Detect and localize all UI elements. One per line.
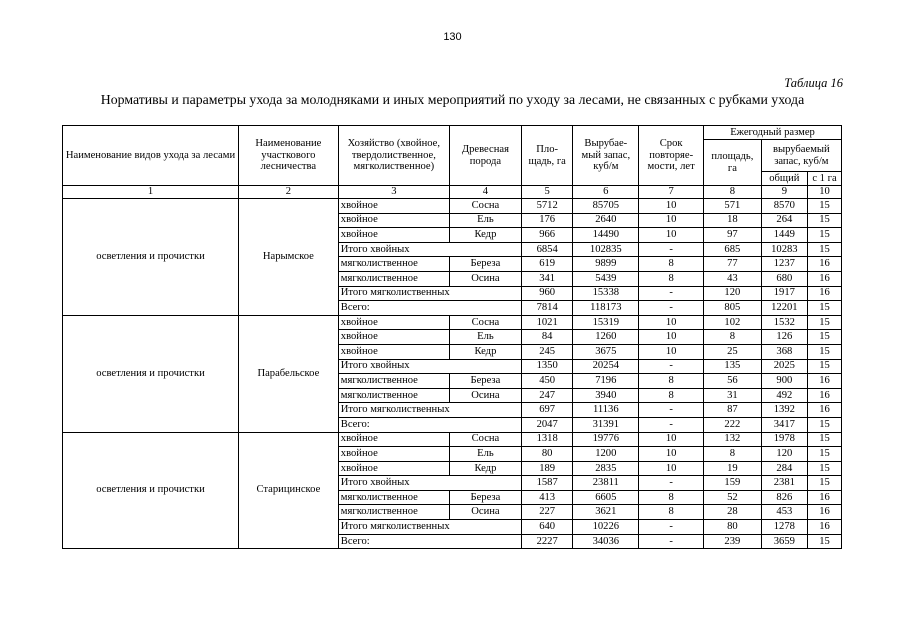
species-cell: Береза — [449, 490, 521, 505]
period-cell: - — [639, 359, 704, 374]
stock-cell: 11136 — [573, 403, 639, 418]
area-cell: 7814 — [521, 301, 572, 316]
farm-cell: хвойное — [338, 213, 449, 228]
stock-cell: 7196 — [573, 374, 639, 389]
stock-cell: 20254 — [573, 359, 639, 374]
annual-stock-cell: 900 — [761, 374, 807, 389]
period-cell: - — [639, 242, 704, 257]
farm-cell: мягколиственное — [338, 490, 449, 505]
annual-area-cell: 97 — [704, 228, 762, 243]
subtotal-label-cell: Всего: — [338, 301, 521, 316]
header-farm: Хозяйство (хвойное, твердолиственное, мягколиственное) — [338, 126, 449, 186]
farm-cell: мягколиственное — [338, 257, 449, 272]
per-ha-cell: 15 — [807, 199, 841, 214]
annual-area-cell: 87 — [704, 403, 762, 418]
per-ha-cell: 15 — [807, 476, 841, 491]
per-ha-cell: 15 — [807, 213, 841, 228]
annual-stock-cell: 826 — [761, 490, 807, 505]
annual-area-cell: 18 — [704, 213, 762, 228]
period-cell: 8 — [639, 271, 704, 286]
page-number: 130 — [443, 31, 462, 43]
stock-cell: 1200 — [573, 447, 639, 462]
annual-area-cell: 77 — [704, 257, 762, 272]
subtotal-label-cell: Итого хвойных — [338, 242, 521, 257]
table-title: Нормативы и параметры ухода за молодняками и иных мероприятий по уходу за лесами, не связанных с рубками ухода — [100, 92, 805, 107]
period-cell: 10 — [639, 228, 704, 243]
annual-stock-cell: 1978 — [761, 432, 807, 447]
per-ha-cell: 15 — [807, 301, 841, 316]
annual-stock-cell: 3417 — [761, 417, 807, 432]
per-ha-cell: 16 — [807, 520, 841, 535]
stock-cell: 31391 — [573, 417, 639, 432]
area-cell: 176 — [521, 213, 572, 228]
table-label: Таблица 16 — [784, 76, 843, 90]
area-cell: 960 — [521, 286, 572, 301]
period-cell: 8 — [639, 505, 704, 520]
period-cell: 10 — [639, 447, 704, 462]
stock-cell: 1260 — [573, 330, 639, 345]
per-ha-cell: 15 — [807, 315, 841, 330]
farm-cell: мягколиственное — [338, 374, 449, 389]
per-ha-cell: 15 — [807, 447, 841, 462]
stock-cell: 118173 — [573, 301, 639, 316]
annual-area-cell: 102 — [704, 315, 762, 330]
care-kind-cell: осветления и прочистки — [63, 432, 239, 549]
header-total: общий — [761, 172, 807, 186]
annual-stock-cell: 12201 — [761, 301, 807, 316]
stock-cell: 3621 — [573, 505, 639, 520]
annual-stock-cell: 264 — [761, 213, 807, 228]
annual-stock-cell: 492 — [761, 388, 807, 403]
header-forestry: Наименование участкового лесничества — [238, 126, 338, 186]
annual-stock-cell: 1237 — [761, 257, 807, 272]
per-ha-cell: 16 — [807, 257, 841, 272]
table-row — [63, 432, 842, 447]
header-annual: Ежегодный размер — [704, 126, 842, 140]
stock-cell: 6605 — [573, 490, 639, 505]
per-ha-cell: 15 — [807, 359, 841, 374]
farm-cell: хвойное — [338, 344, 449, 359]
species-cell: Ель — [449, 447, 521, 462]
per-ha-cell: 15 — [807, 242, 841, 257]
period-cell: - — [639, 403, 704, 418]
period-cell: - — [639, 301, 704, 316]
col-num: 3 — [338, 186, 449, 199]
annual-stock-cell: 680 — [761, 271, 807, 286]
period-cell: 10 — [639, 432, 704, 447]
stock-cell: 2835 — [573, 461, 639, 476]
species-cell: Сосна — [449, 432, 521, 447]
farm-cell: хвойное — [338, 461, 449, 476]
species-cell: Осина — [449, 505, 521, 520]
area-cell: 245 — [521, 344, 572, 359]
subtotal-label-cell: Всего: — [338, 534, 521, 549]
norms-table — [62, 125, 842, 549]
annual-area-cell: 239 — [704, 534, 762, 549]
area-cell: 189 — [521, 461, 572, 476]
species-cell: Береза — [449, 257, 521, 272]
period-cell: 10 — [639, 213, 704, 228]
area-cell: 450 — [521, 374, 572, 389]
subtotal-label-cell: Итого мягколиственных — [338, 403, 521, 418]
stock-cell: 19776 — [573, 432, 639, 447]
farm-cell: хвойное — [338, 432, 449, 447]
annual-area-cell: 135 — [704, 359, 762, 374]
annual-area-cell: 120 — [704, 286, 762, 301]
annual-area-cell: 132 — [704, 432, 762, 447]
annual-area-cell: 571 — [704, 199, 762, 214]
stock-cell: 23811 — [573, 476, 639, 491]
per-ha-cell: 15 — [807, 344, 841, 359]
header-species: Древесная порода — [449, 126, 521, 186]
stock-cell: 15338 — [573, 286, 639, 301]
header-area: Пло- щадь, га — [521, 126, 572, 186]
area-cell: 697 — [521, 403, 572, 418]
header-kind: Наименование видов ухода за лесами — [63, 126, 239, 186]
species-cell: Кедр — [449, 228, 521, 243]
col-num: 8 — [704, 186, 762, 199]
area-cell: 413 — [521, 490, 572, 505]
annual-stock-cell: 1449 — [761, 228, 807, 243]
annual-area-cell: 80 — [704, 520, 762, 535]
subtotal-label-cell: Всего: — [338, 417, 521, 432]
subtotal-label-cell: Итого мягколиственных — [338, 520, 521, 535]
annual-stock-cell: 1532 — [761, 315, 807, 330]
per-ha-cell: 15 — [807, 228, 841, 243]
subtotal-label-cell: Итого хвойных — [338, 359, 521, 374]
area-cell: 1318 — [521, 432, 572, 447]
col-num: 9 — [761, 186, 807, 199]
header-annual-area: площадь, га — [704, 140, 762, 186]
period-cell: 8 — [639, 490, 704, 505]
per-ha-cell: 16 — [807, 271, 841, 286]
period-cell: 10 — [639, 315, 704, 330]
per-ha-cell: 15 — [807, 461, 841, 476]
stock-cell: 3675 — [573, 344, 639, 359]
farm-cell: хвойное — [338, 447, 449, 462]
annual-area-cell: 8 — [704, 447, 762, 462]
care-kind-cell: осветления и прочистки — [63, 315, 239, 432]
period-cell: - — [639, 520, 704, 535]
stock-cell: 2640 — [573, 213, 639, 228]
area-cell: 247 — [521, 388, 572, 403]
care-kind-cell: осветления и прочистки — [63, 199, 239, 316]
period-cell: 10 — [639, 330, 704, 345]
annual-area-cell: 8 — [704, 330, 762, 345]
period-cell: - — [639, 476, 704, 491]
area-cell: 5712 — [521, 199, 572, 214]
per-ha-cell: 16 — [807, 490, 841, 505]
farm-cell: хвойное — [338, 330, 449, 345]
farm-cell: мягколиственное — [338, 388, 449, 403]
annual-stock-cell: 284 — [761, 461, 807, 476]
period-cell: - — [639, 417, 704, 432]
stock-cell: 15319 — [573, 315, 639, 330]
period-cell: 10 — [639, 344, 704, 359]
subtotal-label-cell: Итого мягколиственных — [338, 286, 521, 301]
area-cell: 6854 — [521, 242, 572, 257]
stock-cell: 9899 — [573, 257, 639, 272]
area-cell: 1021 — [521, 315, 572, 330]
stock-cell: 10226 — [573, 520, 639, 535]
table-row — [63, 199, 842, 214]
area-cell: 341 — [521, 271, 572, 286]
area-cell: 1350 — [521, 359, 572, 374]
col-num: 2 — [238, 186, 338, 199]
annual-stock-cell: 368 — [761, 344, 807, 359]
species-cell: Осина — [449, 271, 521, 286]
forestry-cell: Старицинское — [238, 432, 338, 549]
annual-area-cell: 159 — [704, 476, 762, 491]
annual-stock-cell: 2025 — [761, 359, 807, 374]
col-num: 7 — [639, 186, 704, 199]
species-cell: Ель — [449, 213, 521, 228]
header-stock: Вырубае- мый запас, куб/м — [573, 126, 639, 186]
period-cell: - — [639, 534, 704, 549]
area-cell: 2227 — [521, 534, 572, 549]
header-period: Срок повторяе- мости, лет — [639, 126, 704, 186]
period-cell: - — [639, 286, 704, 301]
annual-area-cell: 685 — [704, 242, 762, 257]
period-cell: 10 — [639, 461, 704, 476]
annual-area-cell: 222 — [704, 417, 762, 432]
stock-cell: 34036 — [573, 534, 639, 549]
forestry-cell: Парабельское — [238, 315, 338, 432]
per-ha-cell: 15 — [807, 432, 841, 447]
farm-cell: хвойное — [338, 228, 449, 243]
stock-cell: 85705 — [573, 199, 639, 214]
header-annual-stock: вырубаемый запас, куб/м — [761, 140, 841, 172]
species-cell: Кедр — [449, 461, 521, 476]
annual-stock-cell: 1278 — [761, 520, 807, 535]
species-cell: Кедр — [449, 344, 521, 359]
column-numbers-row — [63, 186, 842, 199]
period-cell: 8 — [639, 374, 704, 389]
species-cell: Сосна — [449, 315, 521, 330]
annual-area-cell: 805 — [704, 301, 762, 316]
farm-cell: хвойное — [338, 315, 449, 330]
annual-stock-cell: 126 — [761, 330, 807, 345]
col-num: 10 — [807, 186, 841, 199]
annual-area-cell: 52 — [704, 490, 762, 505]
stock-cell: 5439 — [573, 271, 639, 286]
annual-stock-cell: 120 — [761, 447, 807, 462]
header-per-ha: с 1 га — [807, 172, 841, 186]
table-row — [63, 315, 842, 330]
species-cell: Осина — [449, 388, 521, 403]
per-ha-cell: 16 — [807, 374, 841, 389]
period-cell: 8 — [639, 388, 704, 403]
annual-stock-cell: 1392 — [761, 403, 807, 418]
per-ha-cell: 15 — [807, 534, 841, 549]
subtotal-label-cell: Итого хвойных — [338, 476, 521, 491]
per-ha-cell: 16 — [807, 286, 841, 301]
stock-cell: 14490 — [573, 228, 639, 243]
area-cell: 619 — [521, 257, 572, 272]
period-cell: 8 — [639, 257, 704, 272]
annual-area-cell: 28 — [704, 505, 762, 520]
species-cell: Ель — [449, 330, 521, 345]
annual-stock-cell: 1917 — [761, 286, 807, 301]
farm-cell: мягколиственное — [338, 505, 449, 520]
per-ha-cell: 16 — [807, 388, 841, 403]
annual-area-cell: 56 — [704, 374, 762, 389]
area-cell: 80 — [521, 447, 572, 462]
annual-stock-cell: 3659 — [761, 534, 807, 549]
table-body — [63, 199, 842, 549]
species-cell: Сосна — [449, 199, 521, 214]
period-cell: 10 — [639, 199, 704, 214]
area-cell: 1587 — [521, 476, 572, 491]
species-cell: Береза — [449, 374, 521, 389]
annual-area-cell: 43 — [704, 271, 762, 286]
per-ha-cell: 16 — [807, 505, 841, 520]
area-cell: 2047 — [521, 417, 572, 432]
farm-cell: хвойное — [338, 199, 449, 214]
farm-cell: мягколиственное — [338, 271, 449, 286]
annual-area-cell: 19 — [704, 461, 762, 476]
annual-stock-cell: 453 — [761, 505, 807, 520]
annual-area-cell: 25 — [704, 344, 762, 359]
col-num: 6 — [573, 186, 639, 199]
col-num: 4 — [449, 186, 521, 199]
annual-stock-cell: 2381 — [761, 476, 807, 491]
area-cell: 227 — [521, 505, 572, 520]
col-num: 5 — [521, 186, 572, 199]
per-ha-cell: 15 — [807, 330, 841, 345]
area-cell: 966 — [521, 228, 572, 243]
area-cell: 640 — [521, 520, 572, 535]
annual-stock-cell: 8570 — [761, 199, 807, 214]
col-num: 1 — [63, 186, 239, 199]
area-cell: 84 — [521, 330, 572, 345]
annual-stock-cell: 10283 — [761, 242, 807, 257]
annual-area-cell: 31 — [704, 388, 762, 403]
stock-cell: 3940 — [573, 388, 639, 403]
per-ha-cell: 15 — [807, 417, 841, 432]
stock-cell: 102835 — [573, 242, 639, 257]
per-ha-cell: 16 — [807, 403, 841, 418]
forestry-cell: Нарымское — [238, 199, 338, 316]
